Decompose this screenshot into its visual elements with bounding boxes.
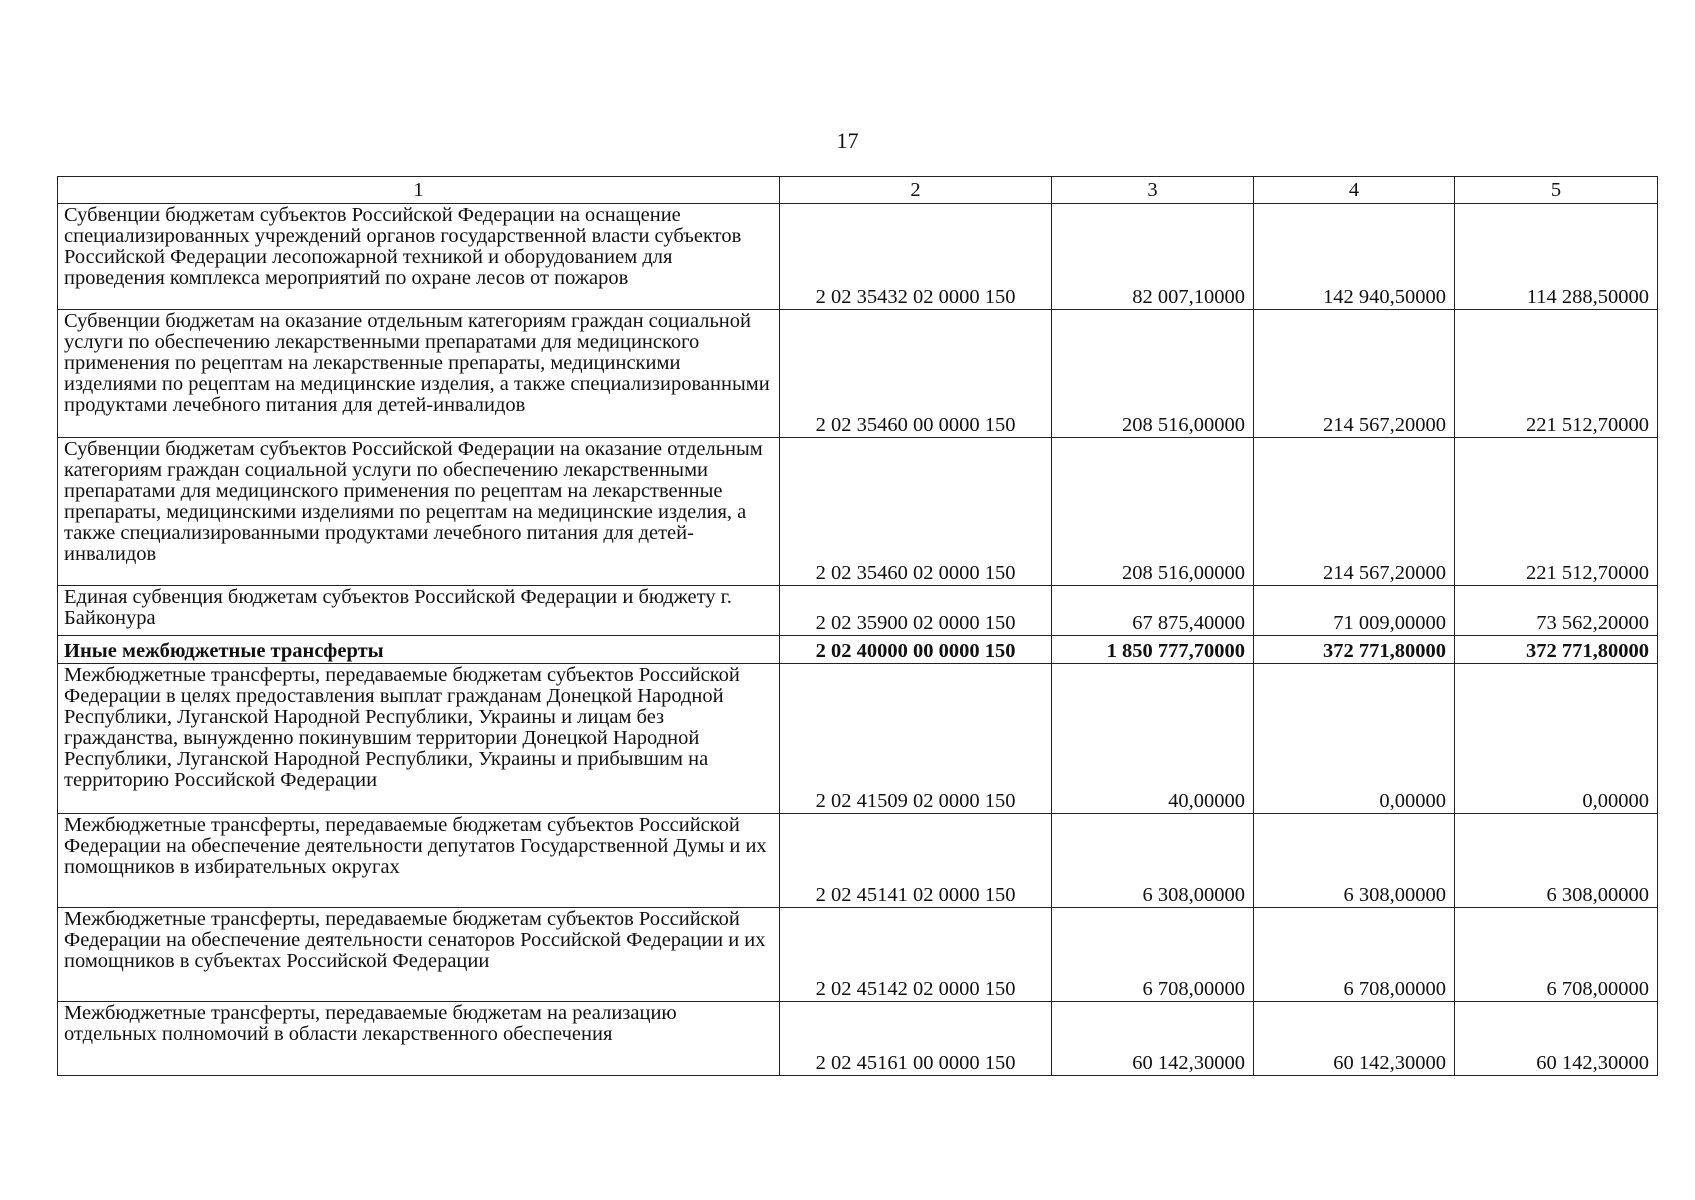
row-name-cell: Межбюджетные трансферты, передаваемые бюджетам субъектов Российской Федерации на обеспечение деятельности депутатов Государственной Думы и их помощников в избирательных округах [58, 814, 780, 908]
row-value-col3: 1 850 777,70000 [1052, 636, 1254, 664]
row-name-cell: Межбюджетные трансферты, передаваемые бюджетам субъектов Российской Федерации на обеспечение деятельности сенаторов Российской Федерации и их помощников в субъектах Российской Федерации [58, 908, 780, 1002]
row-value-col3: 67 875,40000 [1052, 586, 1254, 636]
row-name-cell: Субвенции бюджетам субъектов Российской Федерации на оснащение специализированных учреждений органов государственной власти субъектов Российской Федерации лесопожарной техникой и оборудованием для проведения комплекса мероприятий по охране лесов от пожаров [58, 204, 780, 310]
row-value-col4: 372 771,80000 [1254, 636, 1455, 664]
row-value-col5: 221 512,70000 [1455, 438, 1658, 586]
table-row [58, 814, 1658, 908]
row-value-col3: 6 308,00000 [1052, 814, 1254, 908]
row-name-cell: Единая субвенция бюджетам субъектов Российской Федерации и бюджету г. Байконура [58, 586, 780, 636]
row-name-cell: Межбюджетные трансферты, передаваемые бюджетам субъектов Российской Федерации в целях предоставления выплат гражданам Донецкой Народной Республики, Луганской Народной Республики, Украины и лицам без гражданства, вынужденно покинувшим территории Донецкой Народной Республики, Луганской Народной Республики, Украины и прибывшим на территорию Российской Федерации [58, 664, 780, 814]
table-row [58, 204, 1658, 310]
row-value-col5: 221 512,70000 [1455, 310, 1658, 438]
row-value-col4: 6 708,00000 [1254, 908, 1455, 1002]
row-code-cell: 2 02 35460 02 0000 150 [780, 438, 1052, 586]
row-code-cell: 2 02 35432 02 0000 150 [780, 204, 1052, 310]
row-value-col5: 372 771,80000 [1455, 636, 1658, 664]
row-value-col5: 60 142,30000 [1455, 1002, 1658, 1076]
row-value-col5: 114 288,50000 [1455, 204, 1658, 310]
row-name-cell: Субвенции бюджетам субъектов Российской Федерации на оказание отдельным категориям граждан социальной услуги по обеспечению лекарственными препаратами для медицинского применения по рецептам на лекарственные препараты, медицинскими изделиями по рецептам на медицинские изделия, а также специализированными продуктами лечебного питания для детей-инвалидов [58, 438, 780, 586]
row-value-col4: 214 567,20000 [1254, 310, 1455, 438]
table-row [58, 586, 1658, 636]
row-value-col4: 142 940,50000 [1254, 204, 1455, 310]
row-value-col3: 40,00000 [1052, 664, 1254, 814]
table-row [58, 438, 1658, 586]
row-value-col3: 60 142,30000 [1052, 1002, 1254, 1076]
column-header-1: 1 [58, 177, 780, 204]
column-header-5: 5 [1455, 177, 1658, 204]
row-value-col5: 73 562,20000 [1455, 586, 1658, 636]
row-value-col4: 214 567,20000 [1254, 438, 1455, 586]
table-row [58, 664, 1658, 814]
row-value-col4: 60 142,30000 [1254, 1002, 1455, 1076]
row-code-cell: 2 02 45161 00 0000 150 [780, 1002, 1052, 1076]
column-header-4: 4 [1254, 177, 1455, 204]
row-value-col5: 6 708,00000 [1455, 908, 1658, 1002]
row-value-col5: 6 308,00000 [1455, 814, 1658, 908]
row-value-col4: 0,00000 [1254, 664, 1455, 814]
row-code-cell: 2 02 45142 02 0000 150 [780, 908, 1052, 1002]
budget-table [57, 176, 1658, 1076]
row-code-cell: 2 02 41509 02 0000 150 [780, 664, 1052, 814]
column-header-2: 2 [780, 177, 1052, 204]
row-code-cell: 2 02 45141 02 0000 150 [780, 814, 1052, 908]
table-row [58, 1002, 1658, 1076]
row-code-cell: 2 02 35460 00 0000 150 [780, 310, 1052, 438]
table-row [58, 908, 1658, 1002]
row-code-cell: 2 02 35900 02 0000 150 [780, 586, 1052, 636]
column-header-3: 3 [1052, 177, 1254, 204]
row-name-cell: Иные межбюджетные трансферты [58, 636, 780, 664]
row-code-cell: 2 02 40000 00 0000 150 [780, 636, 1052, 664]
row-name-cell: Субвенции бюджетам на оказание отдельным категориям граждан социальной услуги по обеспечению лекарственными препаратами для медицинского применения по рецептам на лекарственные препараты, медицинскими изделиями по рецептам на медицинские изделия, а также специализированными продуктами лечебного питания для детей-инвалидов [58, 310, 780, 438]
row-value-col3: 82 007,10000 [1052, 204, 1254, 310]
row-name-cell: Межбюджетные трансферты, передаваемые бюджетам на реализацию отдельных полномочий в области лекарственного обеспечения [58, 1002, 780, 1076]
row-value-col3: 6 708,00000 [1052, 908, 1254, 1002]
table-row [58, 310, 1658, 438]
row-value-col3: 208 516,00000 [1052, 438, 1254, 586]
table-header-row [58, 177, 1658, 204]
row-value-col4: 71 009,00000 [1254, 586, 1455, 636]
row-value-col5: 0,00000 [1455, 664, 1658, 814]
row-value-col4: 6 308,00000 [1254, 814, 1455, 908]
row-value-col3: 208 516,00000 [1052, 310, 1254, 438]
page-number: 17 [836, 128, 859, 153]
table-row-total [58, 636, 1658, 664]
